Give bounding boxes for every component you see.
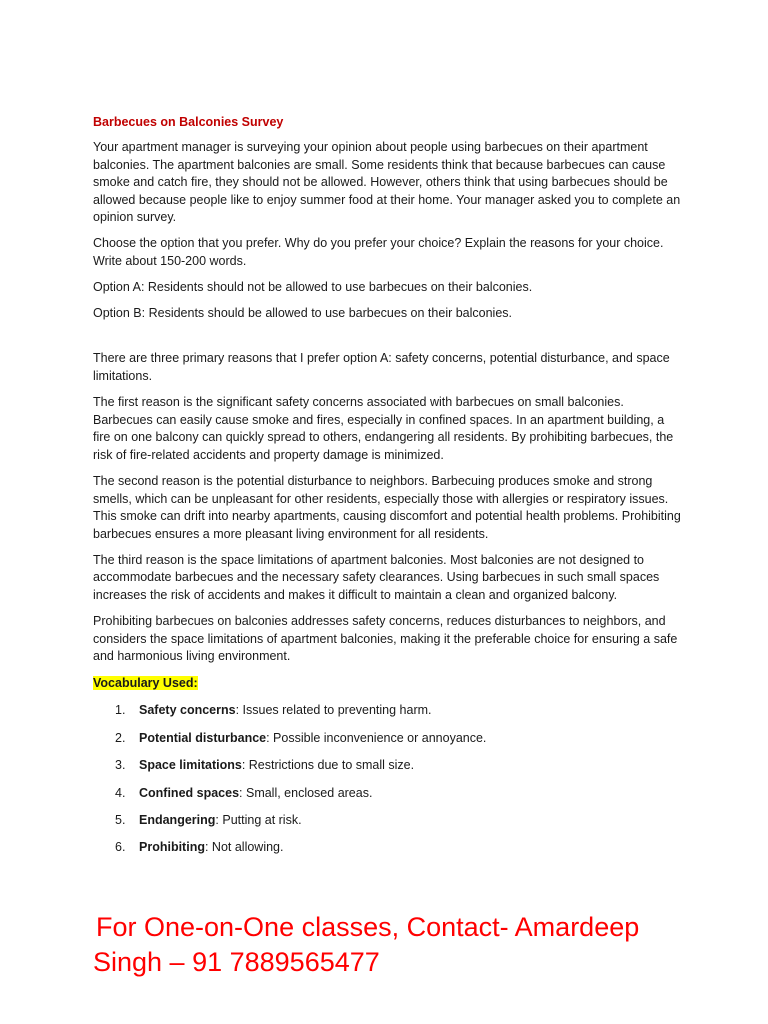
answer-conclusion: Prohibiting barbecues on balconies addresses safety concerns, reduces disturbances to neighbors, and considers the space limitations of apartment balconies, making it the preferable choice for ensuring a safe and harmonious living environment. bbox=[93, 614, 678, 664]
vocabulary-item bbox=[93, 701, 683, 719]
vocabulary-item-number: 3. bbox=[115, 758, 126, 773]
vocabulary-term: Space limitations bbox=[139, 758, 242, 773]
answer-reason-3: The third reason is the space limitations of apartment balconies. Most balconies are not designed to accommodate barbecues and the necessary safety clearances. Using barbecues in such small spaces increases the risk of accidents and makes it difficult to maintain a clean and organized balcony. bbox=[93, 552, 660, 602]
vocabulary-item bbox=[93, 756, 683, 774]
section-spacer bbox=[93, 331, 683, 350]
vocabulary-term: Endangering bbox=[139, 812, 216, 827]
vocabulary-item-number: 6. bbox=[115, 840, 126, 855]
option-a: Option A: Residents should not be allowed to use barbecues on their balconies. bbox=[93, 280, 533, 295]
vocabulary-list bbox=[93, 701, 683, 856]
vocabulary-term: Confined spaces bbox=[139, 785, 240, 800]
vocabulary-heading bbox=[93, 674, 683, 692]
answer-reason-2: The second reason is the potential disturbance to neighbors. Barbecuing produces smoke and strong smells, which can be unpleasant for other residents, especially those with allergies or respiratory issues. This smoke can drift into nearby apartments, causing discomfort and potential health problems. Prohibiting barbecues ensures a more pleasant living environment for all residents. bbox=[93, 473, 681, 541]
contact-banner bbox=[93, 910, 713, 980]
document-page bbox=[93, 113, 683, 866]
option-b: Option B: Residents should be allowed to use barbecues on their balconies. bbox=[93, 306, 513, 321]
answer-reason-1: The first reason is the significant safety concerns associated with barbecues on small balconies. Barbecues can easily cause smoke and fires, especially in confined spaces. In an apartment building, a fire on one balcony can quickly spread to others, endangering all residents. By prohibiting barbecues, the risk of fire-related accidents and property damage is minimized. bbox=[93, 395, 674, 462]
document-title: Barbecues on Balconies Survey bbox=[93, 115, 284, 129]
vocabulary-definition: : Not allowing. bbox=[204, 840, 284, 855]
vocabulary-item bbox=[93, 729, 683, 747]
vocabulary-definition: : Possible inconvenience or annoyance. bbox=[266, 730, 487, 745]
prompt-paragraph-1: Your apartment manager is surveying your opinion about people using barbecues on their apartment balconies. The apartment balconies are small. Some residents think that because barbecues can cause smoke and catch fire, they should not be allowed. However, others think that using barbecues should be allowed because people like to enjoy summer food at their home. Your manager asked you to complete an opinion survey. bbox=[93, 140, 681, 225]
vocabulary-item-number: 4. bbox=[115, 785, 126, 800]
vocabulary-item-number: 2. bbox=[115, 730, 126, 745]
vocabulary-definition: : Issues related to preventing harm. bbox=[235, 703, 432, 718]
vocabulary-definition: : Restrictions due to small size. bbox=[241, 758, 415, 773]
vocabulary-item-number: 5. bbox=[115, 812, 126, 827]
vocabulary-term: Prohibiting bbox=[139, 840, 205, 855]
vocabulary-item bbox=[93, 811, 683, 829]
prompt-paragraph-2: Choose the option that you prefer. Why do you prefer your choice? Explain the reasons for your choice. Write about 150-200 words. bbox=[93, 236, 664, 269]
answer-intro: There are three primary reasons that I prefer option A: safety concerns, potential disturbance, and space limitations. bbox=[93, 351, 670, 383]
contact-line-1: For One-on-One classes, Contact- Amardeep bbox=[96, 912, 640, 942]
vocabulary-definition: : Putting at risk. bbox=[215, 812, 302, 827]
vocabulary-term: Safety concerns bbox=[139, 703, 236, 718]
vocabulary-heading-highlight: Vocabulary Used: bbox=[93, 676, 198, 691]
contact-line-2: Singh – 91 7889565477 bbox=[93, 947, 380, 977]
vocabulary-item bbox=[93, 838, 683, 856]
vocabulary-item bbox=[93, 784, 683, 802]
vocabulary-item-number: 1. bbox=[115, 703, 126, 718]
vocabulary-term: Potential disturbance bbox=[139, 730, 267, 745]
vocabulary-definition: : Small, enclosed areas. bbox=[239, 785, 373, 800]
